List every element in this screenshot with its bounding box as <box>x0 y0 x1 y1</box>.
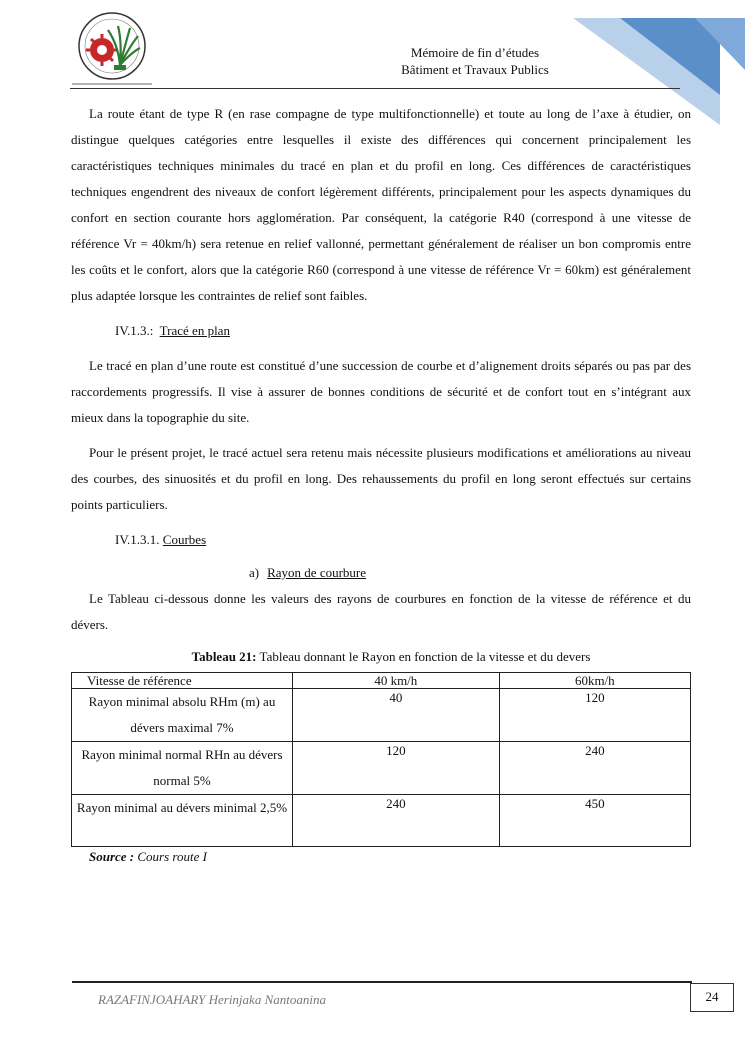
paragraph: Le Tableau ci-dessous donne les valeurs des rayons de courbures en fonction de la vitesse de référence et du dévers. <box>71 591 691 632</box>
section-number: IV.1.3.: <box>115 323 154 338</box>
table-cell: 450 <box>499 795 690 847</box>
radius-table <box>71 672 691 847</box>
header-rule <box>70 88 680 89</box>
table-cell: Rayon minimal au dévers minimal 2,5% <box>72 795 293 847</box>
table-caption <box>71 644 691 670</box>
paragraph: Pour le présent projet, le tracé actuel sera retenu mais nécessite plusieurs modifications et améliorations au niveau des courbes, des sinuosités et du profil en long. Des rehaussements du profil en long seront effectués sur certains points particuliers. <box>71 445 691 512</box>
source-label: Source : <box>89 849 135 864</box>
item-label: a) <box>249 565 260 580</box>
page-content <box>71 101 691 865</box>
table-cell: 240 <box>499 742 690 795</box>
table-source <box>71 849 691 865</box>
table-cell: Rayon minimal normal RHn au dévers normal 5% <box>72 742 293 795</box>
header-subtitle: Bâtiment et Travaux Publics <box>401 62 549 77</box>
item-heading <box>71 560 691 586</box>
paragraph: Le tracé en plan d’une route est constitué d’une succession de courbe et d’alignement droits séparés ou pas par des raccordements progressifs. Il vise à assurer de bonnes conditions de sécurité et de confort tout en s’intégrant aux mieux dans la topographie du site. <box>71 358 691 425</box>
footer-author: RAZAFINJOAHARY Herinjaka Nantoanina <box>98 992 326 1007</box>
table-row <box>72 689 691 742</box>
subsection-number: IV.1.3.1. <box>115 532 160 547</box>
school-logo <box>68 10 156 88</box>
table-cell: 120 <box>499 689 690 742</box>
section-heading <box>71 318 691 344</box>
subsection-heading <box>71 527 691 553</box>
table-cell: 120 <box>293 742 500 795</box>
source-text: Cours route I <box>134 849 207 864</box>
table-cell: Rayon minimal absolu RHm (m) au dévers maximal 7% <box>72 689 293 742</box>
caption-label: Tableau 21: <box>191 649 257 664</box>
table-row <box>72 795 691 847</box>
caption-text: Tableau donnant le Rayon en fonction de la vitesse et du devers <box>256 649 591 664</box>
table-header: Vitesse de référence <box>72 673 293 689</box>
table-cell: 240 <box>293 795 500 847</box>
subsection-title: Courbes <box>162 532 207 547</box>
item-title: Rayon de courbure <box>267 565 367 580</box>
footer-rule <box>72 981 692 983</box>
page-number: 24 <box>690 983 734 1012</box>
table-header-row <box>72 673 691 689</box>
table-header: 60km/h <box>499 673 690 689</box>
paragraph: La route étant de type R (en rase compagne de type multifonctionnelle) et toute au long de l’axe à étudier, on distingue quelques catégories entre lesquelles il existe des différences qui concernent principalement les caractéristiques techniques minimales du tracé en plan et du profil en long. Ces différences de caractéristiques techniques engendrent des niveaux de confort légèrement différents, principalement pour les aspects dynamiques du confort en section courante hors agglomération. Par conséquent, la catégorie R40 (correspond à une vitesse de référence Vr = 40km/h) sera retenue en relief vallonné, permettant généralement de réaliser un bon compromis entre les coûts et le confort, alors que la catégorie R60 (correspond à une vitesse de référence Vr = 60km) est généralement plus adaptée lorsque les contraintes de relief sont faibles. <box>71 106 691 303</box>
table-cell: 40 <box>293 689 500 742</box>
table-row <box>72 742 691 795</box>
section-title: Tracé en plan <box>159 323 230 338</box>
header-title: Mémoire de fin d’études <box>410 45 540 60</box>
table-header: 40 km/h <box>293 673 500 689</box>
